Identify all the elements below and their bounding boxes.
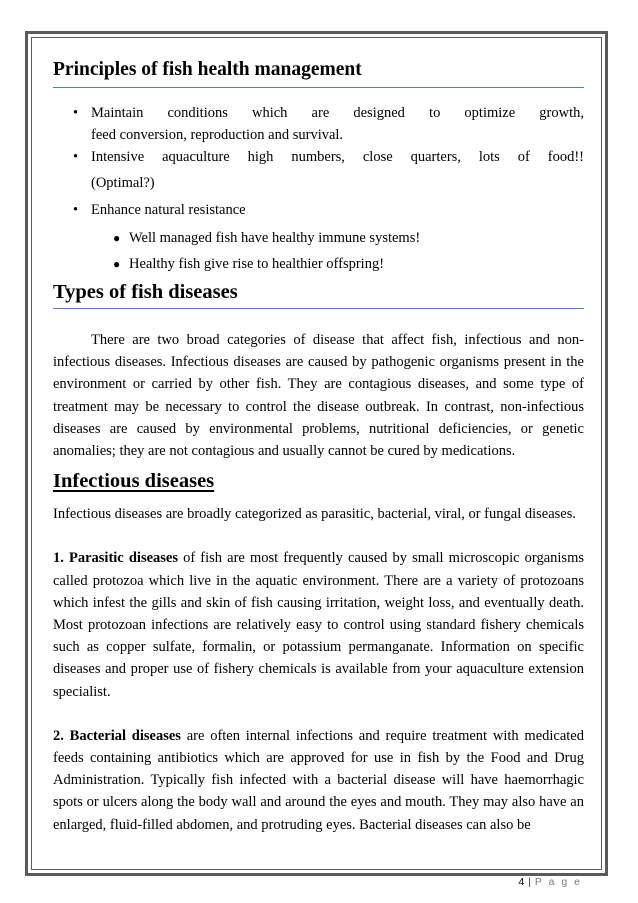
- page-label: P a g e: [534, 876, 582, 888]
- footer-separator: |: [528, 876, 532, 888]
- bullet-icon: •: [73, 202, 79, 218]
- section-title-types: Types of fish diseases: [53, 279, 584, 309]
- list-item: • Maintain conditions which are designed to optimize growth, feed conversion, reproduction and survival.: [53, 102, 584, 146]
- bullet-icon: •: [73, 105, 79, 121]
- bullet-dot-icon: ●: [113, 257, 121, 271]
- infectious-intro: Infectious diseases are broadly categorized as parasitic, bacterial, viral, or fungal diseases.: [53, 506, 576, 523]
- page-footer: [518, 876, 582, 888]
- principles-list: [53, 102, 584, 221]
- parasitic-paragraph: 1. Parasitic diseases of fish are most frequently caused by small microscopic organisms called protozoa which live in the aquatic environment. There are a variety of protozoans which infest the gills and skin of fish causing irritation, weight loss, and eventually death. Most protozoan infections are relatively easy to control using standard fishery chemicals such as copper sulfate, formalin, or potassium permanganate. Information on specific diseases and proper use of fishery chemicals is available from your aquaculture extension specialist.: [53, 550, 584, 700]
- list-item: • Enhance natural resistance: [53, 199, 584, 221]
- bacterial-paragraph: 2. Bacterial diseases are often internal infections and require treatment with medicated feeds containing antibiotics which are approved for use in fish by the Food and Drug Administration. Typically fish infected with a bacterial disease will have haemorrhagic spots or ulcers along the body wall and around the eyes and mouth. They may also have an enlarged, fluid-filled abdomen, and protruding eyes. Bacterial diseases can also be: [53, 727, 584, 833]
- parasitic-heading: 1. Parasitic diseases: [53, 550, 178, 567]
- bullet-dot-icon: ●: [113, 231, 121, 245]
- list-item: • Intensive aquaculture high numbers, close quarters, lots of food!! (Optimal?): [53, 146, 584, 194]
- section-title-principles: Principles of fish health management: [53, 57, 584, 88]
- types-paragraph: There are two broad categories of disease that affect fish, infectious and non-infectious diseases. Infectious diseases are caused by pathogenic organisms present in the environment or carried by other fish. They are contagious diseases, and some type of treatment may be necessary to control the disease outbreak. In contrast, non-infectious diseases are caused by environmental problems, nutritional deficiencies, or genetic anomalies; they are not contagious and usually cannot be cured by medications.: [53, 332, 584, 460]
- section-title-infectious: Infectious diseases: [53, 470, 215, 493]
- document-body: [53, 57, 584, 836]
- sub-list: [53, 227, 584, 275]
- list-item: ● Well managed fish have healthy immune systems!: [53, 227, 584, 249]
- bacterial-heading: 2. Bacterial diseases: [53, 727, 181, 744]
- page-number: 4: [518, 876, 525, 888]
- list-item: ● Healthy fish give rise to healthier offspring!: [53, 253, 584, 275]
- bullet-icon: •: [73, 149, 79, 165]
